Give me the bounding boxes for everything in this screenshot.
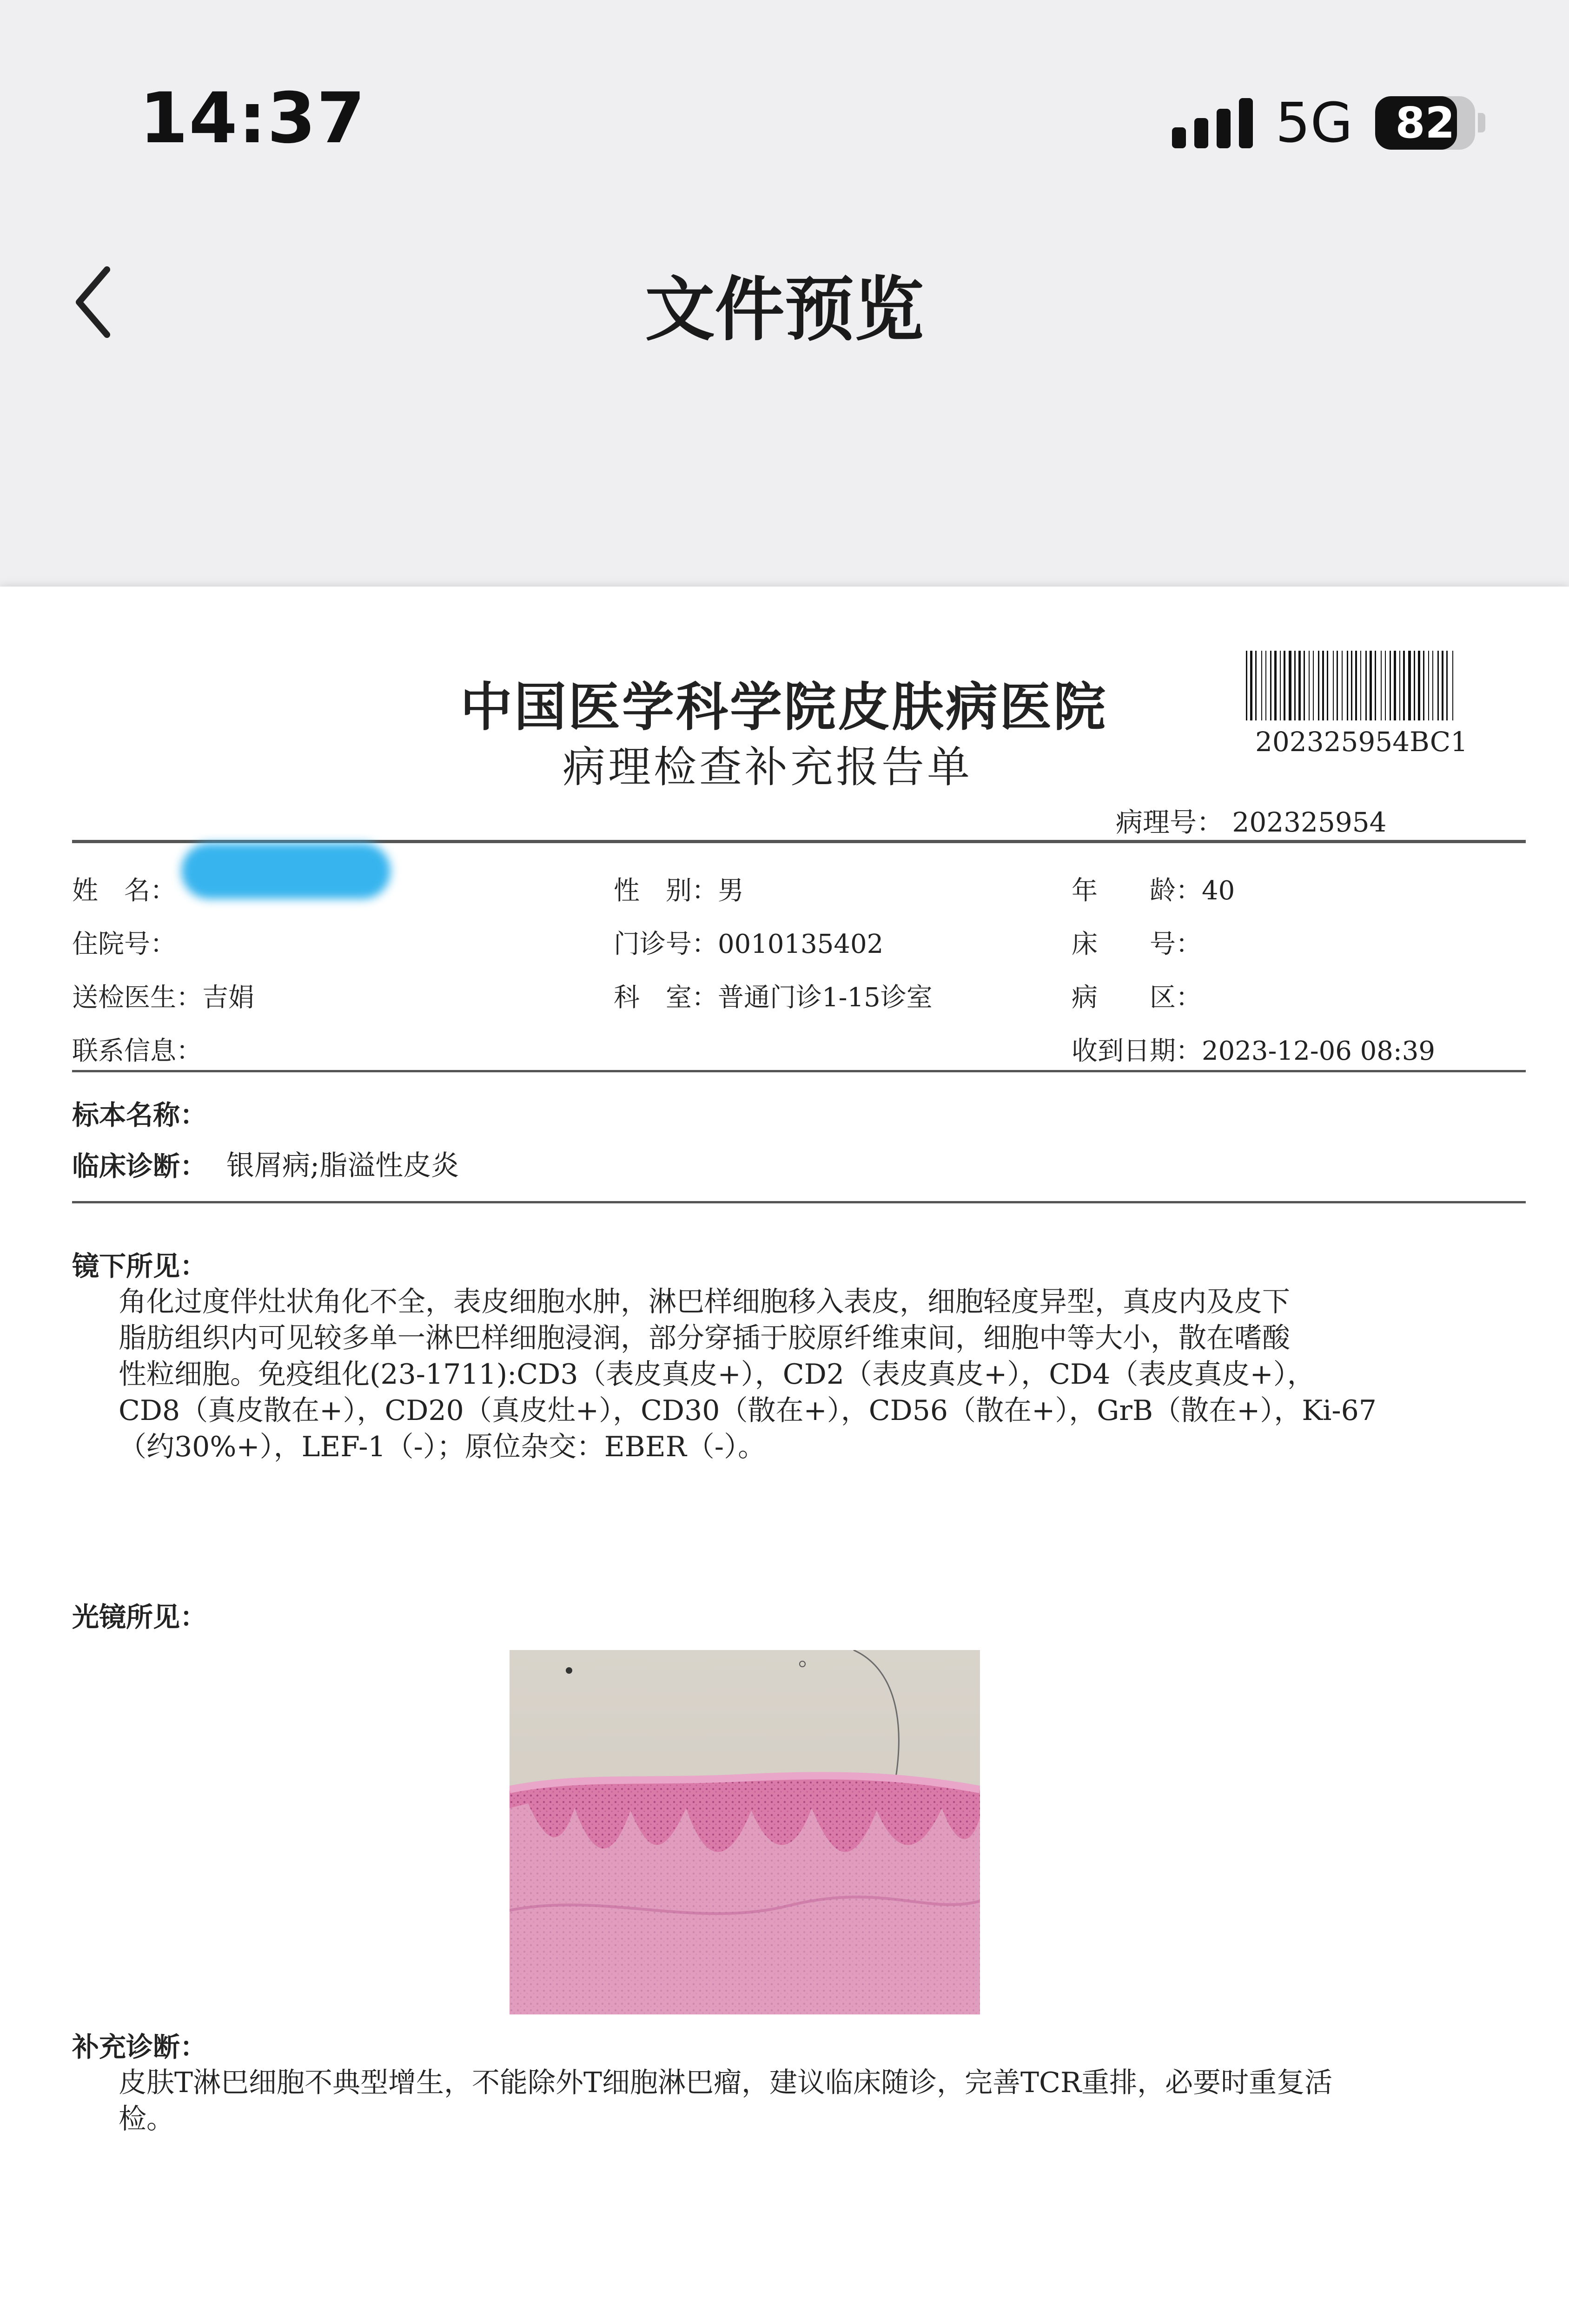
- barcode-bar: [1442, 651, 1443, 720]
- divider: [72, 840, 1526, 843]
- status-indicators: [1172, 91, 1485, 155]
- barcode-bar: [1351, 651, 1352, 720]
- barcode-bar: [1289, 651, 1291, 720]
- field-bed: 床 号：: [1072, 929, 1202, 959]
- barcode-bar: [1333, 651, 1334, 720]
- field-name: 姓 名：: [72, 876, 176, 906]
- battery-indicator: [1375, 96, 1475, 150]
- barcode-bar: [1414, 651, 1415, 720]
- barcode-bar: [1437, 651, 1439, 720]
- battery-icon: [1375, 96, 1485, 150]
- barcode-bar: [1432, 651, 1433, 720]
- barcode-bar: [1309, 651, 1310, 720]
- barcode-bar: [1408, 651, 1411, 720]
- barcode-bar: [1327, 651, 1328, 720]
- specimen-label: 标本名称：: [72, 1099, 207, 1131]
- barcode-bar: [1347, 651, 1348, 720]
- barcode-bar: [1261, 651, 1262, 720]
- divider: [72, 1070, 1526, 1072]
- barcode-bar: [1250, 651, 1252, 720]
- barcode-bar: [1394, 651, 1396, 720]
- barcode-bar: [1318, 651, 1319, 720]
- barcode-bar: [1280, 651, 1281, 720]
- barcode-bar: [1255, 651, 1257, 720]
- barcode-bar: [1403, 651, 1405, 720]
- barcode-bar: [1428, 651, 1429, 720]
- barcode-bar: [1381, 651, 1382, 720]
- micro-line: 角化过度伴灶状角化不全，表皮细胞水肿，淋巴样细胞移入表皮，细胞轻度异型，真皮内及皮下: [119, 1286, 1290, 1318]
- field-gender: 性 别：男: [614, 876, 744, 906]
- barcode-bar: [1399, 651, 1400, 720]
- supp-line: 检。: [119, 2103, 174, 2135]
- barcode-bar: [1337, 651, 1338, 720]
- report-subtitle: 病理检查补充报告单: [563, 742, 973, 792]
- barcode-bar: [1304, 651, 1305, 720]
- barcode-bar: [1385, 651, 1386, 720]
- barcode-bar: [1270, 651, 1271, 720]
- micro-findings: [119, 1284, 1467, 1465]
- micro-line: 脂肪组织内可见较多单一淋巴样细胞浸润，部分穿插于胶原纤维束间，细胞中等大小，散在嗜酸: [119, 1322, 1290, 1354]
- micro-line: （约30%+），LEF-1（-）；原位杂交：EBER（-）。: [119, 1431, 766, 1463]
- report-document[interactable]: [0, 587, 1569, 2324]
- barcode-bar: [1246, 651, 1247, 720]
- barcode: [1246, 651, 1455, 720]
- field-department: 科 室：普通门诊1-15诊室: [614, 983, 933, 1013]
- barcode-bar: [1360, 651, 1361, 720]
- signal-icon: [1172, 97, 1253, 148]
- field-outpatient: 门诊号：0010135402: [614, 929, 884, 959]
- barcode-bar: [1355, 651, 1357, 720]
- barcode-bar: [1294, 651, 1296, 720]
- redacted-name: [181, 843, 391, 899]
- barcode-bar: [1446, 651, 1448, 720]
- network-type: 5G: [1275, 91, 1353, 155]
- field-contact: 联系信息：: [72, 1036, 202, 1066]
- barcode-bar: [1313, 651, 1314, 720]
- supp-diagnosis: [119, 2065, 1467, 2137]
- micro-line: CD8（真皮散在+），CD20（真皮灶+），CD30（散在+），CD56（散在+），GrB（散在+），Ki-67: [119, 1394, 1377, 1427]
- barcode-bar: [1390, 651, 1391, 720]
- barcode-number: 202325954BC1: [1255, 726, 1468, 758]
- histology-image: [510, 1650, 980, 2014]
- barcode-bar: [1423, 651, 1424, 720]
- barcode-bar: [1322, 651, 1324, 720]
- battery-percent: 82: [1395, 98, 1455, 148]
- barcode-bar: [1418, 651, 1420, 720]
- hospital-name: 中国医学科学院皮肤病医院: [460, 677, 1107, 738]
- pathology-number: 病理号： 202325954: [1116, 806, 1387, 838]
- status-time: 14:37: [139, 78, 366, 159]
- field-ward: 病 区：: [1072, 983, 1202, 1013]
- barcode-bar: [1375, 651, 1376, 720]
- divider: [72, 1201, 1526, 1203]
- light-label: 光镜所见：: [72, 1601, 207, 1633]
- barcode-bar: [1452, 651, 1453, 720]
- barcode-bar: [1265, 651, 1266, 720]
- supp-label: 补充诊断：: [72, 2031, 207, 2063]
- field-received-date: 收到日期：2023-12-06 08:39: [1072, 1036, 1436, 1066]
- micro-label: 镜下所见：: [72, 1250, 207, 1282]
- field-doctor: 送检医生：吉娟: [72, 983, 254, 1013]
- field-age: 年 龄：40: [1072, 876, 1235, 906]
- supp-line: 皮肤T淋巴细胞不典型增生，不能除外T细胞淋巴瘤，建议临床随诊，完善TCR重排，必要时重复活: [119, 2067, 1333, 2099]
- micro-line: 性粒细胞。免疫组化(23-1711):CD3（表皮真皮+），CD2（表皮真皮+），CD4（表皮真皮+），: [119, 1358, 1315, 1391]
- barcode-bar: [1274, 651, 1277, 720]
- barcode-bar: [1365, 651, 1367, 720]
- clinical-label: 临床诊断：: [72, 1150, 207, 1182]
- barcode-bar: [1284, 651, 1285, 720]
- barcode-bar: [1342, 651, 1343, 720]
- page-title: 文件预览: [645, 270, 924, 350]
- field-inpatient: 住院号：: [72, 929, 176, 959]
- barcode-bar: [1370, 651, 1372, 720]
- clinical-value: 银屑病;脂溢性皮炎: [226, 1149, 459, 1182]
- barcode-bar: [1298, 651, 1301, 720]
